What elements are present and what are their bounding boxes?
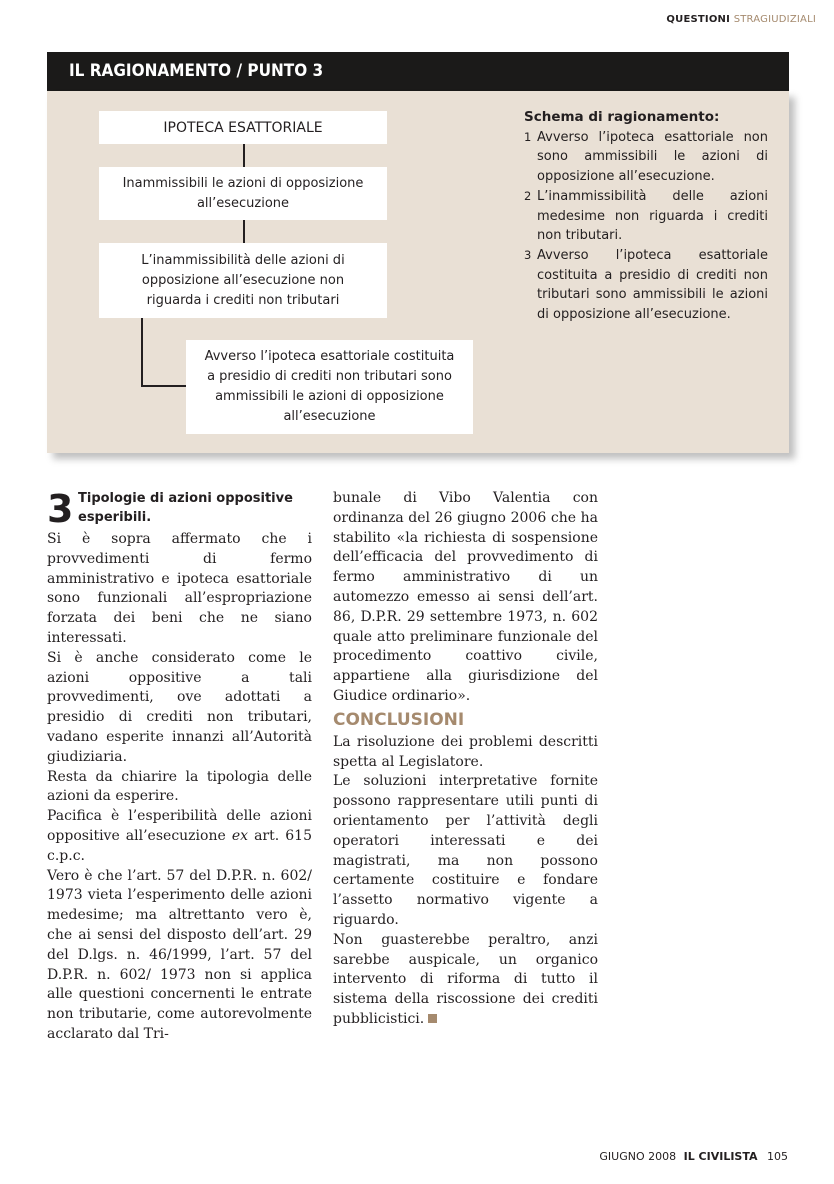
schema-list [524, 128, 768, 325]
conclusion-heading: CONCLUSIONI [333, 709, 465, 730]
text-run: Non guasterebbe peraltro, anzi sarebbe auspicale, un organico intervento di riforma di tutto il sistema della riscossione dei crediti pubblicistici. [333, 931, 598, 1027]
paragraph: Si è sopra affermato che i provvedimenti di fermo amministrativo e ipoteca esattoriale sono funzionali all’espropriazione forzata dei beni che ne siano interessati. [47, 531, 312, 646]
section-number: 3 [47, 487, 74, 531]
magazine-name: IL CIVILISTA [683, 1150, 758, 1163]
text-run: Pacifica è l’esperibilità delle azioni oppositive all’esecuzione [47, 808, 312, 844]
connector-line [243, 220, 245, 243]
header-section: QUESTIONI [666, 14, 731, 25]
paragraph: Vero è che l’art. 57 del D.P.R. n. 602/ 1973 vieta l’esperimento delle azioni medesime; ma altrettanto vero è, che ai sensi del disposto dell’art. 29 del D.lgs. n. 46/1999, l’art. 57 del D.P.R. n. 602/ 1973 non si applica alle questioni concernenti le entrate non tributarie, come autorevolmente acclarato dal Tri- [47, 867, 312, 1042]
paragraph: Resta da chiarire la tipologia delle azioni da esperire. [47, 768, 312, 805]
box-title: IL RAGIONAMENTO / PUNTO 3 [47, 52, 789, 91]
schema-item-number: 3 [524, 247, 532, 262]
schema-item-number: 2 [524, 188, 532, 203]
paragraph: bunale di Vibo Valentia con ordinanza del 26 giugno 2006 che ha stabilito «la richiesta di sospensione dell’efficacia del provvedimento di fermo amministrativo di un automezzo emesso ai sensi dell’art. 86, D.P.R. 29 settembre 1973, n. 602 quale atto preliminare funzionale del procedimento coattivo civile, appartiene alla giurisdizione del Giudice ordinario». [333, 490, 598, 704]
schema-item-text: Avverso l’ipoteca esattoriale non sono ammissibili le azioni di opposizione all’esecuzione. [537, 129, 768, 185]
schema-item [524, 128, 768, 187]
schema-item [524, 187, 768, 246]
running-header [666, 14, 816, 25]
flow-box-title: IPOTECA ESATTORIALE [99, 111, 387, 144]
issue-date: GIUGNO 2008 [599, 1150, 677, 1163]
article-column-right [333, 489, 598, 1030]
schema-item-text: Avverso l’ipoteca esattoriale costituita a presidio di crediti non tributari sono ammissibili le azioni di opposizione all’esecuzione. [537, 247, 768, 323]
connector-line [243, 144, 245, 167]
flow-box-non-tax: L’inammissibilità delle azioni di opposizione all’esecuzione non riguarda i crediti non tributari [99, 243, 387, 318]
paragraph: Le soluzioni interpretative fornite possono rappresentare utili punti di orientamento per l’attività degli operatori interessati e dei magistrati, ma non possono certamente costituire e fondare l’assetto normativo vigente a riguardo. [333, 773, 598, 928]
paragraph: Si è anche considerato come le azioni oppositive a tali provvedimenti, ove adottati a presidio di crediti non tributari, vadano esperite innanzi all’Autorità giudiziaria. [47, 649, 312, 765]
section-heading: Tipologie di azioni oppositive esperibili. [78, 491, 293, 525]
header-subsection: STRAGIUDIZIALI [733, 14, 816, 25]
schema-item [524, 246, 768, 325]
end-mark-icon [428, 1014, 437, 1023]
schema-item-number: 1 [524, 129, 532, 144]
paragraph [333, 931, 598, 1030]
article-column-left [47, 530, 312, 1045]
page-footer [599, 1150, 788, 1163]
paragraph: La risoluzione dei problemi descritti spetta al Legislatore. [333, 733, 598, 770]
page-number: 105 [767, 1150, 788, 1163]
schema-item-text: L’inammissibilità delle azioni medesime non riguarda i crediti non tributari. [537, 188, 768, 244]
text-run: art. 615 c.p.c. [47, 827, 312, 864]
text-run-italic: ex [231, 827, 249, 844]
connector-line [141, 318, 143, 387]
connector-line [141, 385, 186, 387]
reasoning-schema [524, 108, 768, 325]
paragraph [47, 807, 312, 866]
schema-title: Schema di ragionamento: [524, 109, 720, 125]
flow-box-admissible: Avverso l’ipoteca esattoriale costituita a presidio di crediti non tributari sono ammissibili le azioni di opposizione all’esecuzione [186, 340, 473, 434]
flow-box-inadmissible: Inammissibili le azioni di opposizione all’esecuzione [99, 167, 387, 220]
